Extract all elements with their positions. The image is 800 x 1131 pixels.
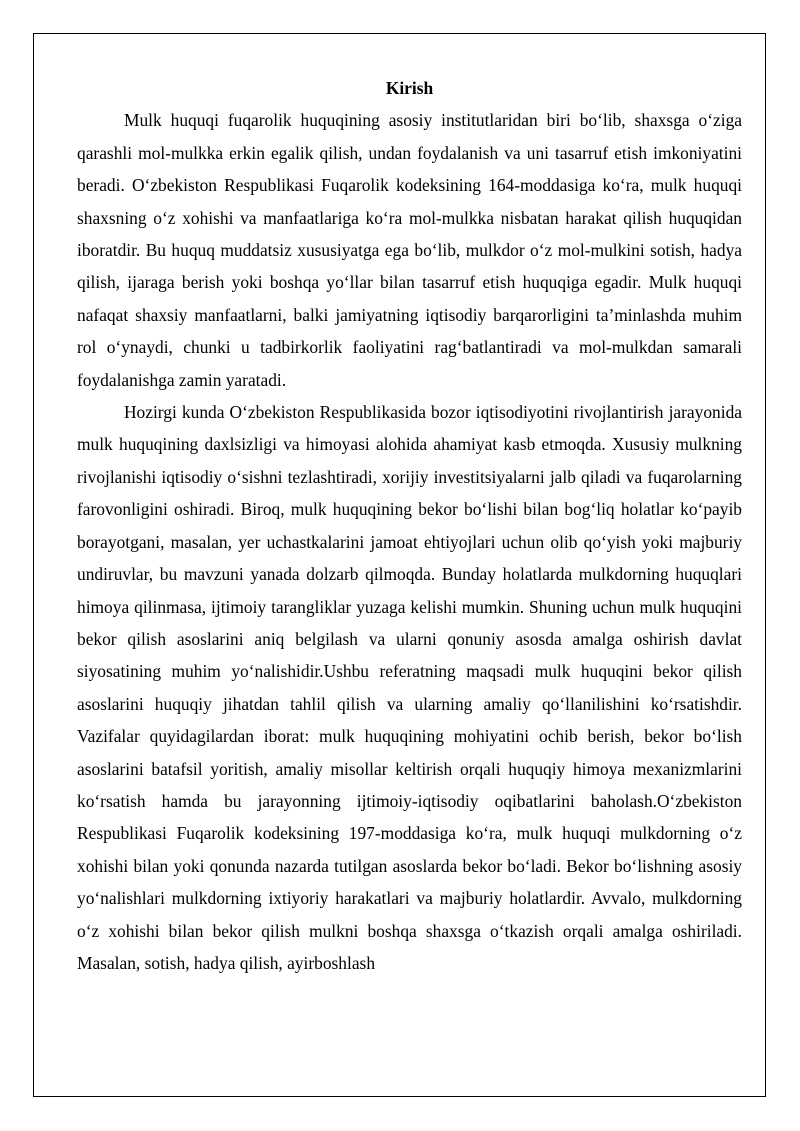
paragraph-1: Mulk huquqi fuqarolik huquqining asosiy institutlaridan biri bo‘lib, shaxsga o‘ziga qarashli mol-mulkka erkin egalik qilish, undan foydalanish va uni tasarruf etish imkoniyatini beradi. O‘zbekiston Respublikasi Fuqarolik kodeksining 164-moddasiga ko‘ra, mulk huquqi shaxsning o‘z xohishi va manfaatlariga ko‘ra mol-mulkka nisbatan harakat qilish huquqidan iboratdir. Bu huquq muddatsiz xususiyatga ega bo‘lib, mulkdor o‘z mol-mulkini sotish, hadya qilish, ijaraga berish yoki boshqa yo‘llar bilan tasarruf etish huquqiga egadir. Mulk huquqi nafaqat shaxsiy manfaatlarni, balki jamiyatning iqtisodiy barqarorligini ta’minlashda muhim rol o‘ynaydi, chunki u tadbirkorlik faoliyatini rag‘batlantiradi va mol-mulkdan samarali foydalanishga zamin yaratadi.	[77, 110, 742, 390]
paragraph-2: Hozirgi kunda O‘zbekiston Respublikasida bozor iqtisodiyotini rivojlantirish jarayonida mulk huquqining daxlsizligi va himoyasi alohida ahamiyat kasb etmoqda. Xususiy mulkning rivojlanishi iqtisodiy o‘sishni tezlashtiradi, xorijiy investitsiyalarni jalb qiladi va fuqarolarning farovonligini oshiradi. Biroq, mulk huquqining bekor bo‘lishi bilan bog‘liq holatlar ko‘payib borayotgani, masalan, yer uchastkalarini jamoat ehtiyojlari uchun olib qo‘yish yoki majburiy undiruvlar, bu mavzuni yanada dolzarb qilmoqda. Bunday holatlarda mulkdorning huquqlari himoya qilinmasa, ijtimoiy tarangliklar yuzaga kelishi mumkin. Shuning uchun mulk huquqini bekor qilish asoslarini aniq belgilash va ularni qonuniy asosda amalga oshirish davlat siyosatining muhim yo‘nalishidir.Ushbu referatning maqsadi mulk huquqini bekor qilish asoslarini huquqiy jihatdan tahlil qilish va ularning amaliy qo‘llanilishini ko‘rsatishdir. Vazifalar quyidagilardan iborat: mulk huquqining mohiyatini ochib berish, bekor bo‘lish asoslarini batafsil yoritish, amaliy misollar keltirish orqali huquqiy himoya mexanizmlarini ko‘rsatish hamda bu jarayonning ijtimoiy-iqtisodiy oqibatlarini baholash.O‘zbekiston Respublikasi Fuqarolik kodeksining 197-moddasiga ko‘ra, mulk huquqi mulkdorning o‘z xohishi bilan yoki qonunda nazarda tutilgan asoslarda bekor bo‘ladi. Bekor bo‘lishning asosiy yo‘nalishlari mulkdorning ixtiyoriy harakatlari va majburiy holatlardir. Avvalo, mulkdorning o‘z xohishi bilan bekor qilish mulkni boshqa shaxsga o‘tkazish orqali amalga oshiriladi. Masalan, sotish, hadya qilish, ayirboshlash	[77, 402, 742, 973]
document-body	[77, 72, 742, 979]
document-title: Kirish	[385, 78, 434, 98]
